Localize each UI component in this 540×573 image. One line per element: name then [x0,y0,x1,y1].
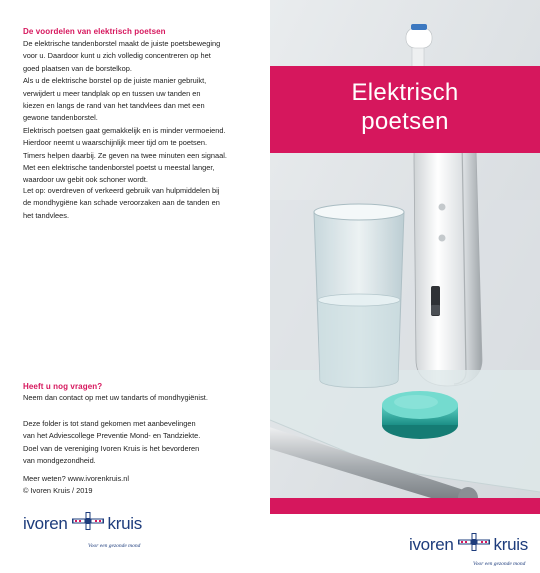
cross-emblem-icon [458,533,490,556]
intro-line: De elektrische tandenborstel maakt de juiste poetsbeweging [23,39,221,48]
intro-line: kiezen en langs de rand van het tandvlees dan met een [23,101,205,111]
intro-line: Hierdoor neemt u waarschijnlijk meer tijd om te poetsen. [23,138,208,148]
credits-line: Doel van de vereniging Ivoren Kruis is het bevorderen [23,443,200,453]
warning-paragraph [23,185,259,222]
intro-heading: De voordelen van elektrisch poetsen [23,27,166,36]
credits-line: van het Adviescollege Preventie Mond- en Tandziekte. [23,431,201,441]
logo-word-right: kruis [107,513,142,533]
credits-line: Deze folder is tot stand gekomen met aanbevelingen [23,419,196,428]
logo-tagline: Voor een gezonde mond [88,543,141,549]
intro-line: Elektrisch poetsen gaat gemakkelijk en is minder vermoeiend. [23,125,226,135]
credits-paragraph [23,418,259,468]
front-cover [270,0,540,573]
bottom-accent-bar [270,498,540,514]
ivoren-kruis-logo [23,512,142,535]
cover-title-line1: Elektrisch [351,79,459,106]
warning-line: het tandvlees. [23,210,70,220]
warning-line: Let op: overdreven of verkeerd gebruik van hulpmiddelen bij [23,186,220,195]
questions-heading: Heeft u nog vragen? [23,382,103,391]
intro-line: gewone tandenborstel. [23,113,98,123]
more-info-paragraph [23,473,259,498]
intro-line: waardoor uw gebit ook schoner wordt. [23,175,148,185]
logo-word-right: kruis [493,534,528,554]
questions-paragraph [23,392,259,404]
intro-line: Met een elektrische tandenborstel poetst u meestal langer, [23,163,215,173]
logo-tagline: Voor een gezonde mond [473,561,526,567]
warning-line: de mondhygiëne kan schade veroorzaken aan de tanden en [23,198,220,208]
intro-paragraph [23,38,259,187]
website-line: Meer weten? www.ivorenkruis.nl [23,474,129,483]
intro-line: verwijdert u meer tandplak op en tussen uw tanden en [23,88,201,98]
credits-line: van mondgezondheid. [23,456,96,466]
cross-emblem-icon [72,512,104,535]
intro-line: goed plaatsen van de borstelkop. [23,63,132,73]
intro-line: Als u de elektrische borstel op de juiste manier gebruikt, [23,76,207,86]
logo-word-left: ivoren [409,534,454,554]
ivoren-kruis-logo [409,533,528,556]
cover-title-line2: poetsen [361,108,449,135]
questions-line: Neem dan contact op met uw tandarts of mondhygiënist. [23,393,208,402]
intro-line: voor u. Daardoor kunt u zich volledig concentreren op het [23,51,211,61]
intro-line: Timers helpen daarbij. Ze geven na twee minuten een signaal. [23,150,227,160]
logo-word-left: ivoren [23,513,68,533]
copyright-line: © Ivoren Kruis / 2019 [23,486,93,496]
